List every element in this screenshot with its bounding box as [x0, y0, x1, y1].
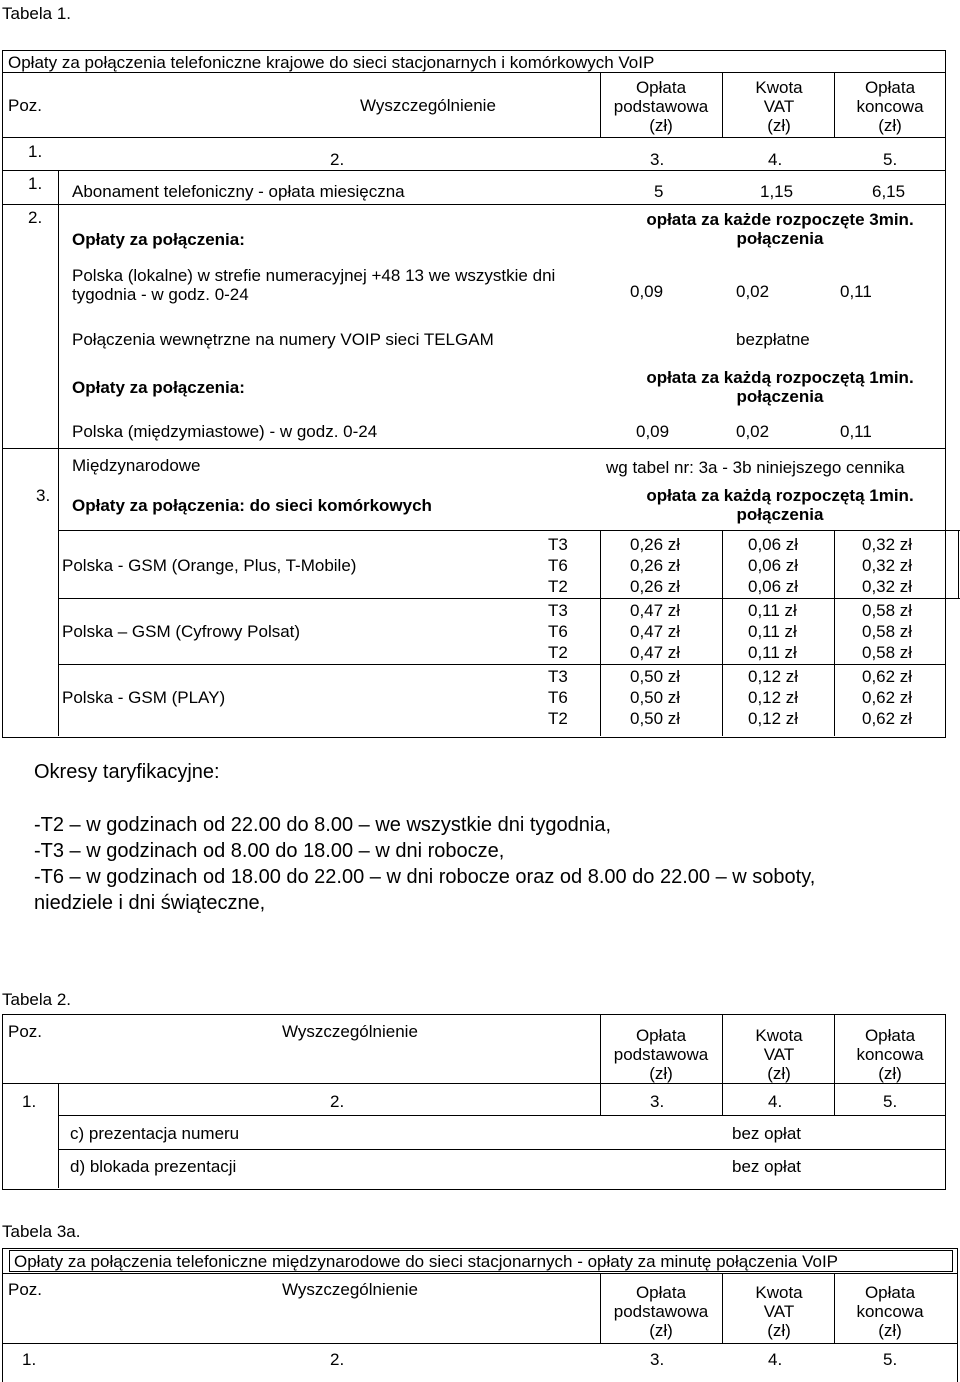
t3a-num-5: 5.	[883, 1350, 898, 1369]
value: 0,26 zł	[630, 577, 681, 596]
value: 0,62 zł	[862, 709, 913, 728]
tariff: T2	[548, 577, 568, 596]
value: 0,11 zł	[748, 643, 797, 662]
t2-header-wysz: Wyszczególnienie	[282, 1022, 418, 1041]
t1-row2-lokalne-v2: 0,02	[736, 282, 770, 301]
gsm-tariffs	[548, 534, 568, 597]
value: 0,50 zł	[630, 688, 681, 707]
t1-header-poz: Poz.	[8, 96, 43, 115]
t3a-header-poz: Poz.	[8, 1280, 43, 1299]
t1-row2-lokalne: Polska (lokalne) w strefie numeracyjnej +48 13 we wszystkie dni tygodnia - w godz. 0-24	[72, 266, 556, 304]
gsm-tariffs	[548, 666, 568, 729]
value: 0,32 zł	[862, 535, 913, 554]
tabela1-title: Opłaty za połączenia telefoniczne krajowe do sieci stacjonarnych i komórkowych VoIP	[8, 53, 655, 72]
value: 0,32 zł	[862, 556, 913, 575]
t1-row3-note: opłata za każdą rozpoczętą 1min. połączenia	[646, 486, 914, 524]
t1-row1-v3: 6,15	[872, 182, 906, 201]
value: 0,12 zł	[748, 709, 799, 728]
tariff: T6	[548, 622, 568, 641]
value: 0,47 zł	[630, 601, 681, 620]
tabela3a-title: Opłaty za połączenia telefoniczne międzynarodowe do sieci stacjonarnych - opłaty za minutę połączenia VoIP	[14, 1252, 839, 1271]
tariff: T6	[548, 688, 568, 707]
t3a-header-kwota-vat: Kwota VAT (zł)	[755, 1283, 803, 1340]
t1-row1-poz: 1.	[28, 174, 43, 193]
value: 0,50 zł	[630, 667, 681, 686]
value: 0,58 zł	[862, 622, 913, 641]
tabela1-label: Tabela 1.	[2, 4, 71, 23]
t2-header-poz: Poz.	[8, 1022, 43, 1041]
gsm-network-name: Polska - GSM (Orange, Plus, T-Mobile)	[62, 556, 357, 575]
t1-row2-heading2: Opłaty za połączenia:	[72, 378, 245, 397]
t1-row1-desc: Abonament telefoniczny - opłata miesięczna	[72, 182, 405, 201]
gsm-oplata-konc	[862, 600, 912, 663]
value: 0,58 zł	[862, 643, 913, 662]
t2-num-2: 2.	[330, 1092, 345, 1111]
tariff: T2	[548, 643, 568, 662]
t1-row2-miedzy-v1: 0,09	[636, 422, 670, 441]
t1-row2-poz: 2.	[28, 208, 43, 227]
t3a-num-1: 1.	[22, 1350, 37, 1369]
t1-header-wysz: Wyszczególnienie	[360, 96, 496, 115]
gsm-oplata-konc	[862, 534, 912, 597]
tabela3a-label: Tabela 3a.	[2, 1222, 81, 1241]
value: 0,47 zł	[630, 622, 681, 641]
t3a-header-wysz: Wyszczególnienie	[282, 1280, 418, 1299]
t1-row3-heading: Opłaty za połączenia: do sieci komórkowych	[72, 496, 432, 515]
t1-num-2: 2.	[330, 150, 345, 169]
tariff: T3	[548, 667, 568, 686]
gsm-kwota-vat	[748, 534, 798, 597]
t2-row-val: bez opłat	[732, 1124, 801, 1143]
t2-row-val: bez opłat	[732, 1157, 801, 1176]
okresy-line: -T3 – w godzinach od 8.00 do 18.00 – w dni robocze,	[34, 840, 505, 862]
t1-row1-v1: 5	[654, 182, 664, 201]
okresy-line: -T6 – w godzinach od 18.00 do 22.00 – w dni robocze oraz od 8.00 do 22.00 – w soboty,	[34, 866, 816, 888]
t1-num-3: 3.	[650, 150, 665, 169]
gsm-network-name: Polska – GSM (Cyfrowy Polsat)	[62, 622, 301, 641]
tariff: T6	[548, 556, 568, 575]
gsm-oplata-podst	[630, 534, 680, 597]
t1-row2-miedzy-v3: 0,11	[840, 422, 872, 441]
t2-num-1: 1.	[22, 1092, 37, 1111]
t2-row-desc: d) blokada prezentacji	[70, 1157, 237, 1176]
gsm-kwota-vat	[748, 600, 797, 663]
t3a-num-3: 3.	[650, 1350, 665, 1369]
t3a-num-2: 2.	[330, 1350, 345, 1369]
t2-header-kwota-vat: Kwota VAT (zł)	[755, 1026, 803, 1083]
value: 0,26 zł	[630, 535, 681, 554]
t1-row3-poz: 3.	[36, 486, 51, 505]
tariff: T3	[548, 535, 568, 554]
t1-row3-intl: Międzynarodowe	[72, 456, 201, 475]
value: 0,06 zł	[748, 577, 799, 596]
t1-header-kwota-vat: Kwota VAT (zł)	[755, 78, 803, 135]
t3a-header-oplata-podst: Opłata podstawowa (zł)	[613, 1283, 709, 1340]
value: 0,11 zł	[748, 601, 797, 620]
gsm-oplata-konc	[862, 666, 912, 729]
t3a-num-4: 4.	[768, 1350, 783, 1369]
t2-header-oplata-podst: Opłata podstawowa (zł)	[613, 1026, 709, 1083]
t3a-header-oplata-konc: Opłata koncowa (zł)	[856, 1283, 924, 1340]
gsm-kwota-vat	[748, 666, 798, 729]
t1-row2-lokalne-v1: 0,09	[630, 282, 664, 301]
value: 0,12 zł	[748, 667, 799, 686]
value: 0,26 zł	[630, 556, 681, 575]
t2-num-3: 3.	[650, 1092, 665, 1111]
value: 0,62 zł	[862, 667, 913, 686]
t2-num-4: 4.	[768, 1092, 783, 1111]
t1-num-5: 5.	[883, 150, 898, 169]
gsm-tariffs	[548, 600, 568, 663]
t1-row2-voip: Połączenia wewnętrzne na numery VOIP sieci TELGAM	[72, 330, 494, 349]
t1-row2-note2: opłata za każdą rozpoczętą 1min. połączenia	[646, 368, 914, 406]
value: 0,11 zł	[748, 622, 797, 641]
t1-header-oplata-konc: Opłata koncowa (zł)	[856, 78, 924, 135]
t1-header-oplata-podst: Opłata podstawowa (zł)	[613, 78, 709, 135]
value: 0,06 zł	[748, 535, 799, 554]
okresy-list	[34, 812, 815, 916]
gsm-oplata-podst	[630, 666, 680, 729]
value: 0,06 zł	[748, 556, 799, 575]
tabela2-label: Tabela 2.	[2, 990, 71, 1009]
t1-num-1: 1.	[28, 142, 43, 161]
t1-num-4: 4.	[768, 150, 783, 169]
t2-num-5: 5.	[883, 1092, 898, 1111]
t2-header-oplata-konc: Opłata koncowa (zł)	[856, 1026, 924, 1083]
t1-row2-voip-val: bezpłatne	[736, 330, 810, 349]
okresy-line: -T2 – w godzinach od 22.00 do 8.00 – we wszystkie dni tygodnia,	[34, 814, 612, 836]
t1-row2-miedzy-v2: 0,02	[736, 422, 770, 441]
t1-row2-note1: opłata za każde rozpoczęte 3min. połączenia	[646, 210, 914, 248]
t1-row2-miedzy: Polska (międzymiastowe) - w godz. 0-24	[72, 422, 378, 441]
okresy-line: niedziele i dni świąteczne,	[34, 892, 266, 914]
tariff: T3	[548, 601, 568, 620]
value: 0,62 zł	[862, 688, 913, 707]
value: 0,58 zł	[862, 601, 913, 620]
value: 0,50 zł	[630, 709, 681, 728]
gsm-network-name: Polska - GSM (PLAY)	[62, 688, 226, 707]
value: 0,32 zł	[862, 577, 913, 596]
okresy-title: Okresy taryfikacyjne:	[34, 761, 220, 783]
t1-row2-lokalne-v3: 0,11	[840, 282, 872, 301]
value: 0,47 zł	[630, 643, 681, 662]
t1-row3-intl-val: wg tabel nr: 3a - 3b niniejszego cennika	[606, 458, 905, 477]
value: 0,12 zł	[748, 688, 799, 707]
t2-row-desc: c) prezentacja numeru	[70, 1124, 240, 1143]
t1-row2-heading1: Opłaty za połączenia:	[72, 230, 245, 249]
tariff: T2	[548, 709, 568, 728]
gsm-oplata-podst	[630, 600, 680, 663]
t1-row1-v2: 1,15	[760, 182, 794, 201]
